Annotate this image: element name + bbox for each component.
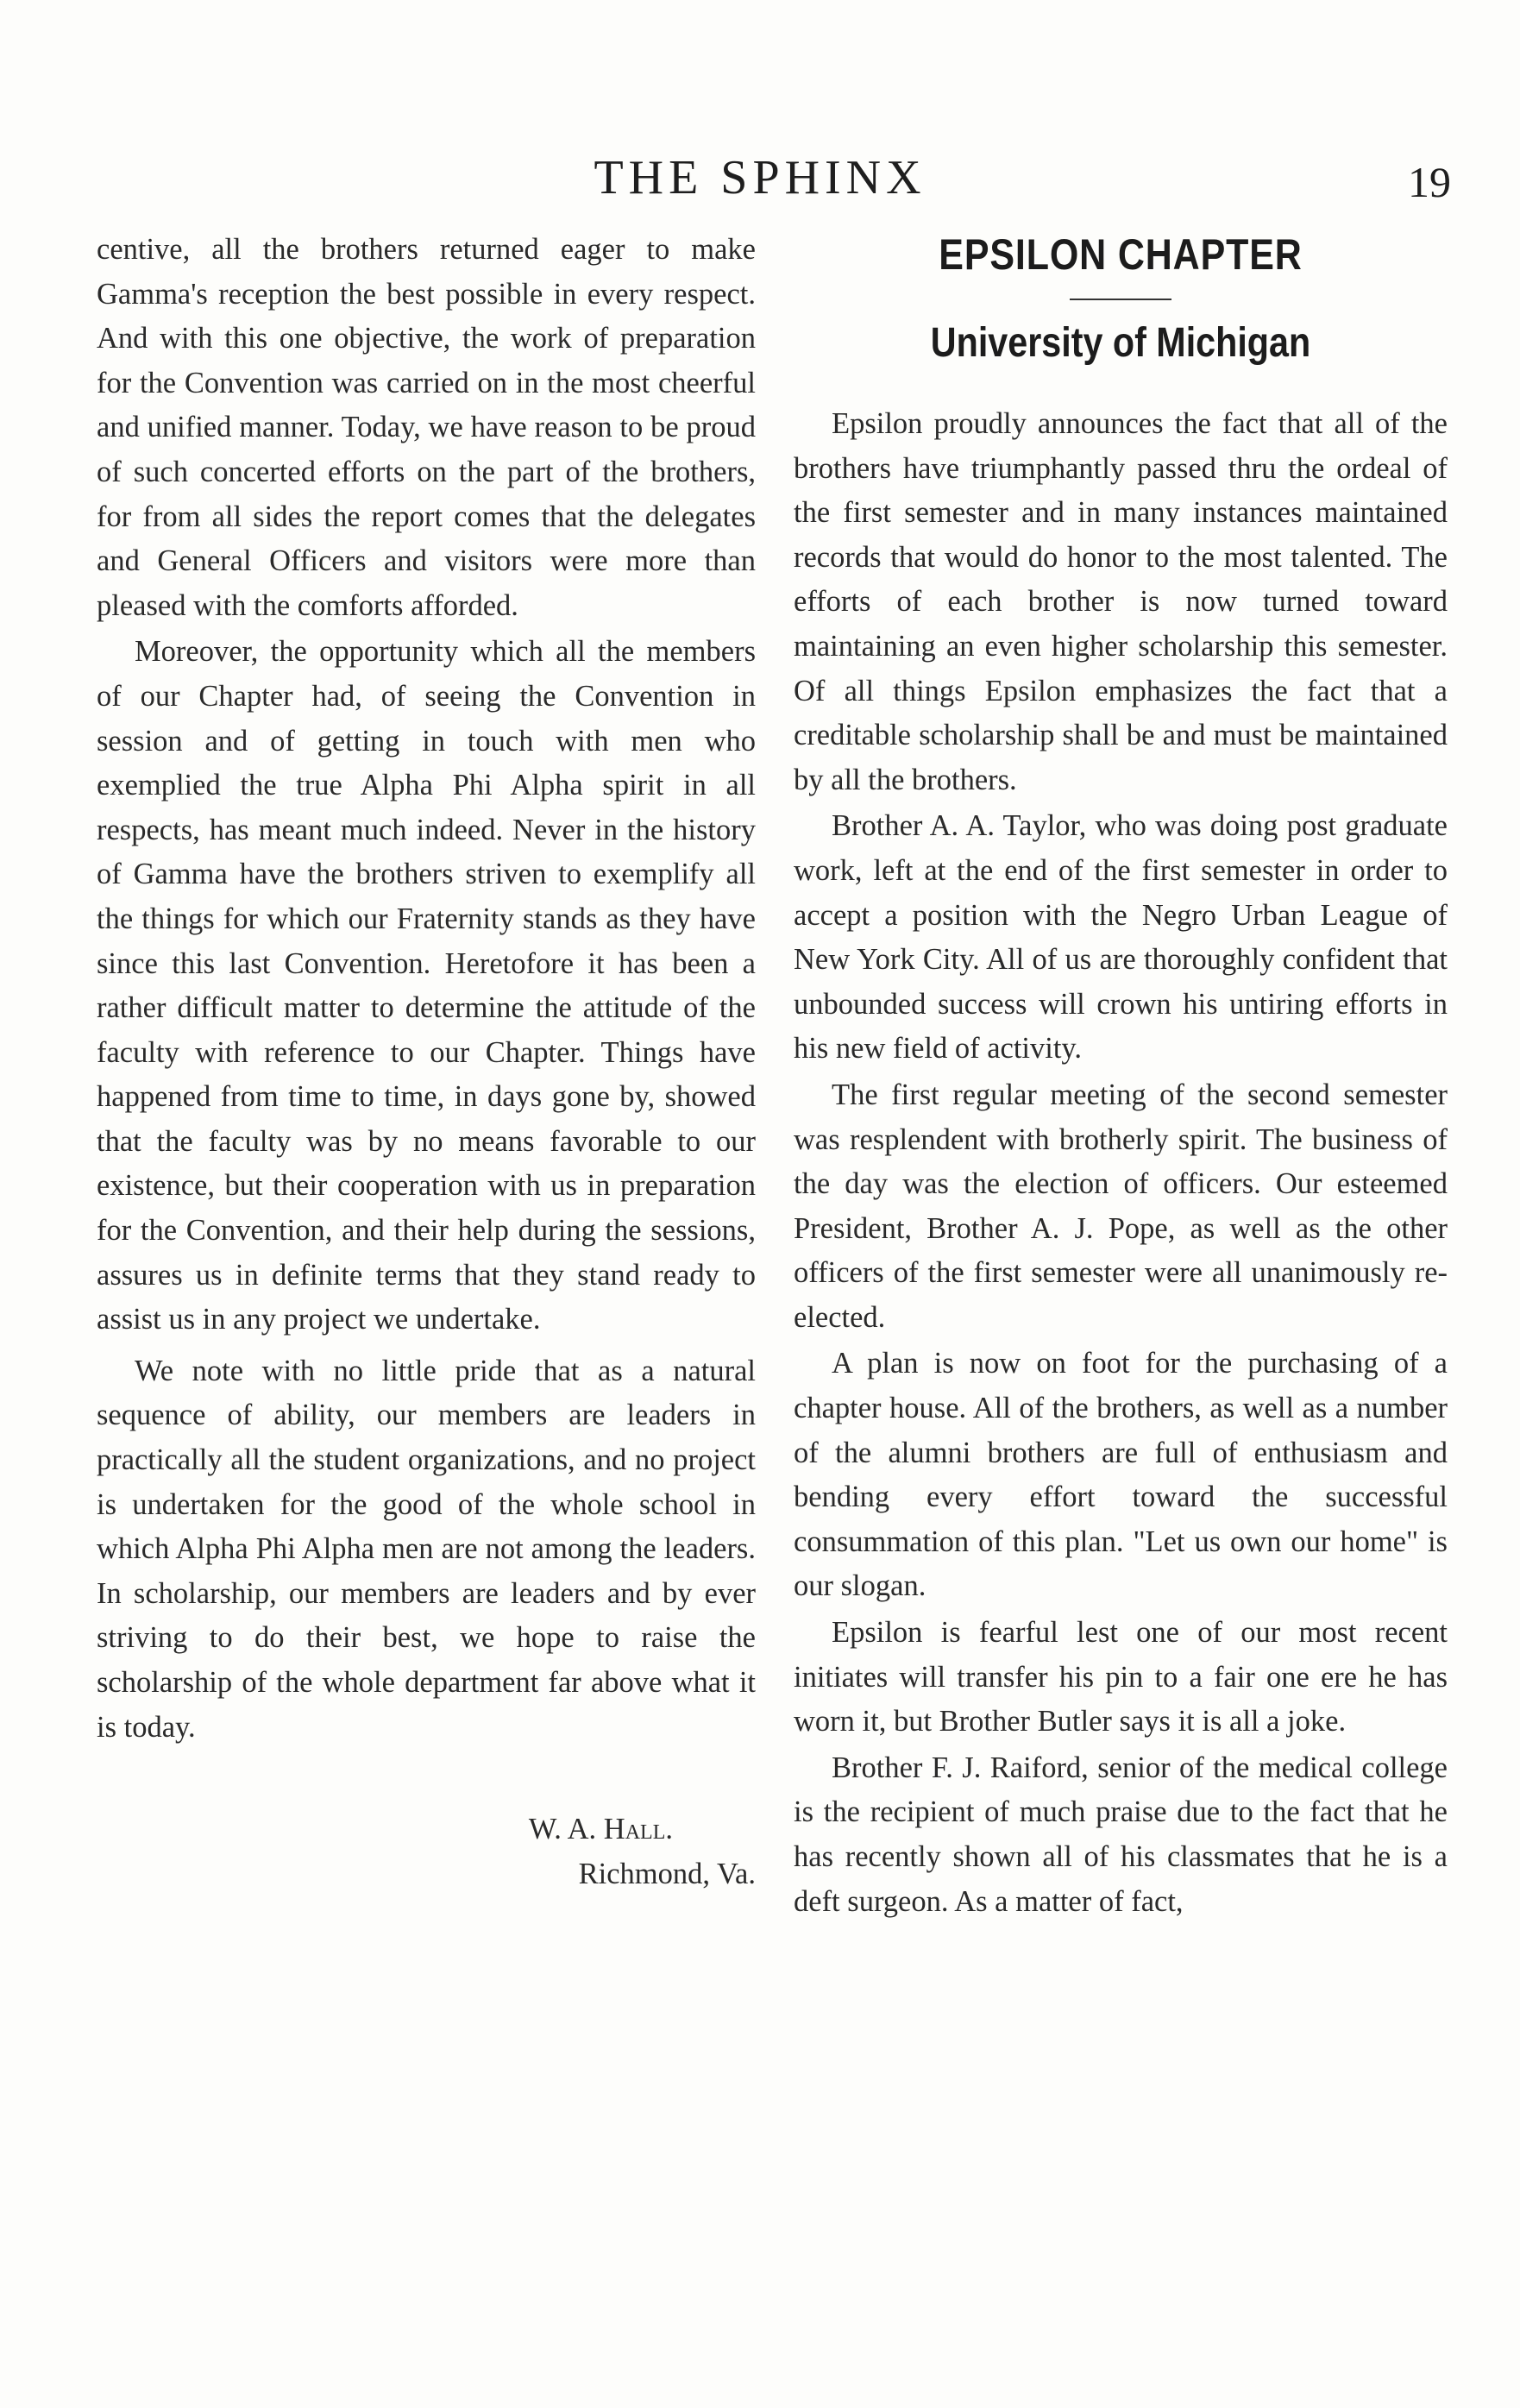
right-column	[794, 228, 1448, 1924]
left-paragraph-1: centive, all the brothers returned eager to make Gamma's reception the best possible in every respect. And with this one objective, the work of preparation for the Convention was carried on in the most cheerful and unified manner. Today, we have reason to be proud of such concerted efforts on the part of the brothers, for from all sides the report comes that the delegates and General Officers and visitors were more than pleased with the comforts afforded.	[97, 233, 756, 622]
signature-block	[97, 1807, 756, 1896]
left-column	[97, 228, 756, 1896]
section-subtitle: University of Michigan	[930, 320, 1311, 366]
right-paragraph-5: Epsilon is fearful lest one of our most recent initiates will transfer his pin to a fair one ere he has worn it, but Brother Butler says it is all a joke.	[794, 1616, 1448, 1738]
right-paragraph-3: The first regular meeting of the second semester was resplendent with brotherly spirit. The business of the day was the election of officers. Our esteemed President, Brother A. J. Pope, as well as the other officers of the first semester were all unanimously re-elected.	[794, 1078, 1448, 1334]
page-number: 19	[1408, 158, 1451, 206]
title-divider	[1070, 299, 1171, 300]
signature-name: W. A. Hall.	[528, 1813, 673, 1846]
left-paragraph-3: We note with no little pride that as a natural sequence of ability, our members are leaders in practically all the student organizations, and no project is undertaken for the good of the whole school in which Alpha Phi Alpha men are not among the leaders. In scholarship, our members are leaders and by ever striving to do their best, we hope to raise the scholarship of the whole department far above what it is today.	[97, 1354, 756, 1744]
right-paragraph-4: A plan is now on foot for the purchasing of a chapter house. All of the brothers, as well as a number of the alumni brothers are full of enthusiasm and bending every effort toward the successful consummation of this plan. "Let us own our home" is our slogan.	[794, 1347, 1448, 1603]
right-paragraph-6: Brother F. J. Raiford, senior of the medical college is the recipient of much praise due to the fact that he has recently shown all of his classmates that he is a deft surgeon. As a matter of fact,	[794, 1751, 1448, 1918]
running-title: THE SPHINX	[594, 151, 926, 204]
signature-place: Richmond, Va.	[578, 1858, 756, 1891]
right-paragraph-1: Epsilon proudly announces the fact that all of the brothers have triumphantly passed thru the ordeal of the first semester and in many instances maintained records that would do honor to the most talented. The efforts of each brother is now turned toward maintaining an even higher scholarship this semester. Of all things Epsilon emphasizes the fact that a creditable scholarship shall be and must be maintained by all the brothers.	[794, 407, 1448, 796]
left-paragraph-2: Moreover, the opportunity which all the members of our Chapter had, of seeing the Convention in session and of getting in touch with men who exemplied the true Alpha Phi Alpha spirit in all respects, has meant much indeed. Never in the history of Gamma have the brothers striven to exemplify all the things for which our Fraternity stands as they have since this last Convention. Heretofore it has been a rather difficult matter to determine the attitude of the faculty with reference to our Chapter. Things have happened from time to time, in days gone by, showed that the faculty was by no means favorable to our existence, but their cooperation with us in preparation for the Convention, and their help during the sessions, assures us in definite terms that they stand ready to assist us in any project we undertake.	[97, 635, 756, 1336]
section-title: EPSILON CHAPTER	[939, 230, 1303, 279]
right-paragraph-2: Brother A. A. Taylor, who was doing post graduate work, left at the end of the first semester in order to accept a position with the Negro Urban League of New York City. All of us are thoroughly confident that unbounded success will crown his untiring efforts in his new field of activity.	[794, 809, 1448, 1066]
